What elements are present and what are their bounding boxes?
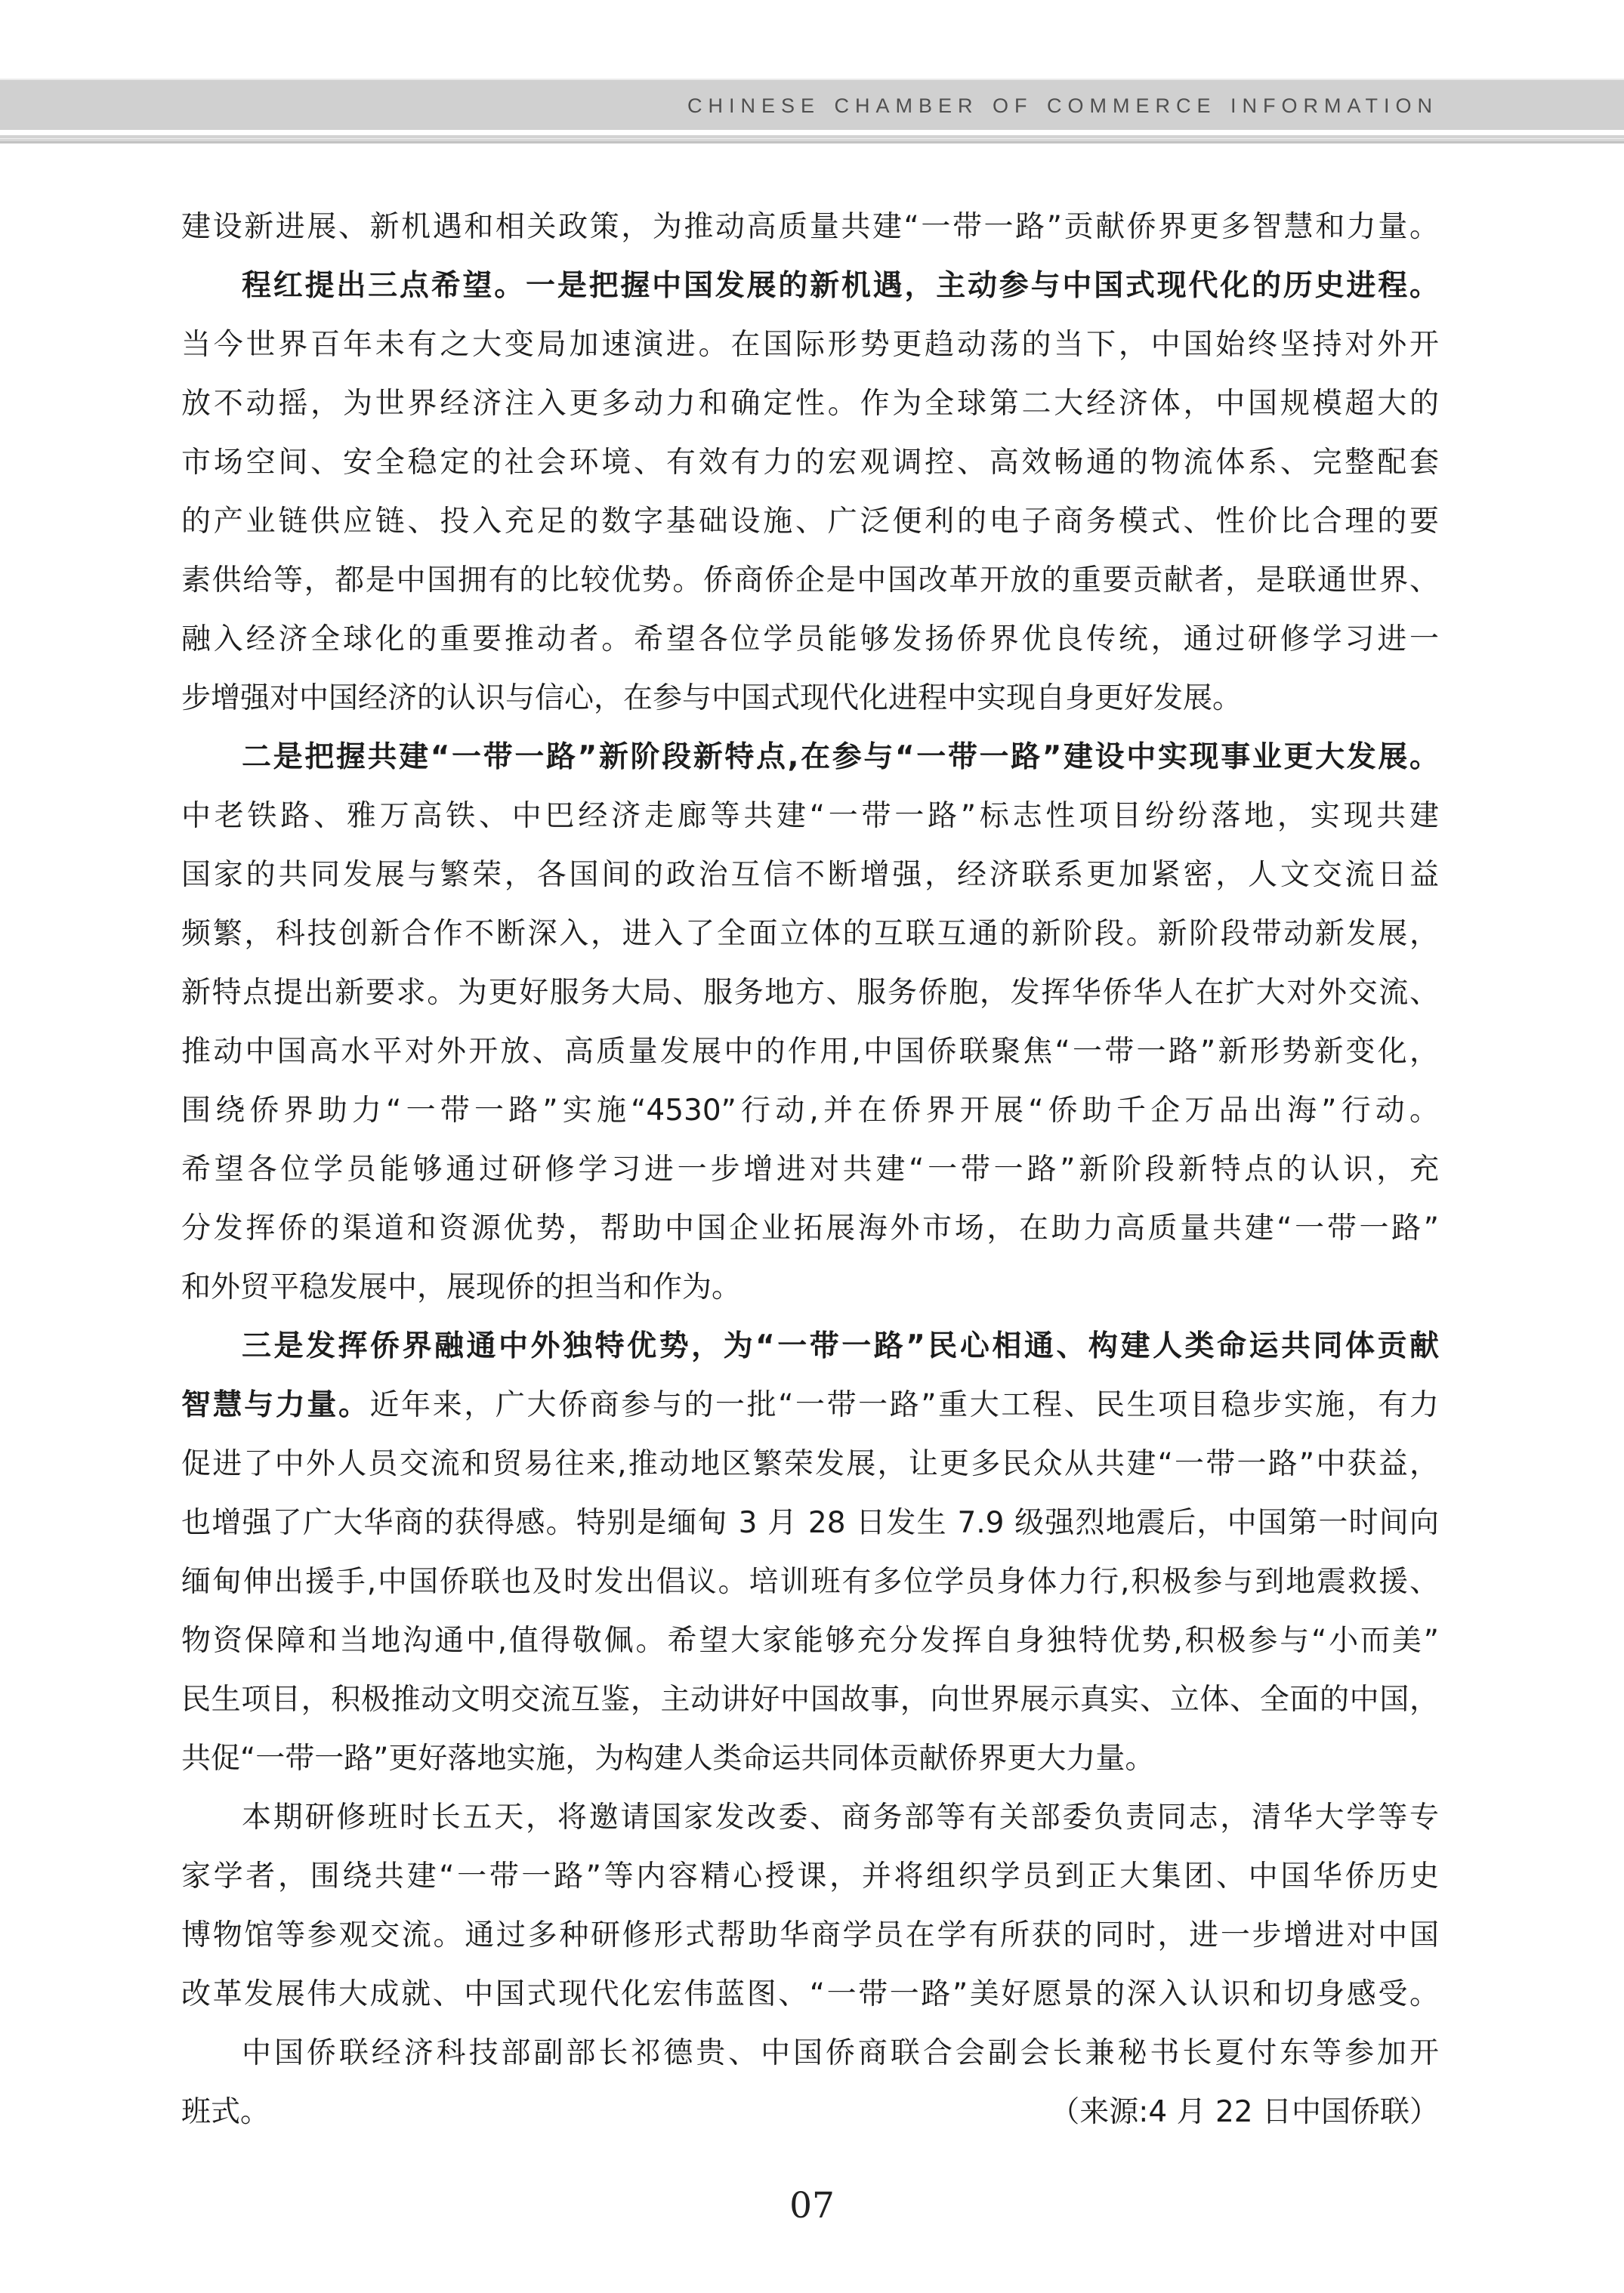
text-line (181, 1730, 1439, 1788)
text-line (181, 1435, 1439, 1494)
text-segment: 改革发展伟大成就、中国式现代化宏伟蓝图、“一带一路”美好愿景的深入认识和切身感受。 (181, 1977, 1439, 2011)
text-segment: 共促“一带一路”更好落地实施，为构建人类命运共同体贡献侨界更大力量。 (181, 1742, 1155, 1776)
text-line (181, 198, 1439, 257)
text-segment: 中国侨联经济科技部副部长祁德贵、中国侨商联合会副会长兼秘书长夏付东等参加开 (242, 2036, 1439, 2070)
text-line (181, 1671, 1439, 1730)
text-segment: 也增强了广大华商的获得感。特别是缅甸 3 月 28 日发生 7.9 级强烈地震后，中国第一时间向 (181, 1506, 1439, 1540)
text-line (181, 1788, 1439, 1847)
text-line (181, 964, 1439, 1023)
text-line (181, 551, 1439, 610)
text-line (181, 434, 1439, 492)
bold-text-segment: 智慧与力量。 (181, 1388, 370, 1422)
text-segment: 分发挥侨的渠道和资源优势，帮助中国企业拓展海外市场，在助力高质量共建“一带一路” (181, 1211, 1439, 1245)
text-line (181, 1376, 1439, 1435)
text-line (181, 1906, 1439, 1965)
header-divider-stripes (0, 135, 1624, 144)
text-segment: 促进了中外人员交流和贸易往来,推动地区繁荣发展，让更多民众从共建“一带一路”中获益， (181, 1447, 1439, 1481)
text-segment: 中老铁路、雅万高铁、中巴经济走廊等共建“一带一路”标志性项目纷纷落地，实现共建 (181, 799, 1439, 833)
text-line (181, 1553, 1439, 1612)
text-segment: 希望各位学员能够通过研修学习进一步增进对共建“一带一路”新阶段新特点的认识，充 (181, 1153, 1439, 1187)
text-line (181, 1317, 1439, 1376)
text-segment: 新特点提出新要求。为更好服务大局、服务地方、服务侨胞，发挥华侨华人在扩大对外交流、 (181, 976, 1439, 1010)
text-line (181, 610, 1439, 669)
text-segment: 和外贸平稳发展中，展现侨的担当和作为。 (181, 1270, 742, 1304)
text-segment: 推动中国高水平对外开放、高质量发展中的作用,中国侨联聚焦“一带一路”新形势新变化， (181, 1035, 1439, 1069)
text-line (181, 1494, 1439, 1553)
body-text (181, 198, 1439, 2142)
text-segment: 频繁，科技创新合作不断深入，进入了全面立体的互联互通的新阶段。新阶段带动新发展， (181, 917, 1439, 951)
text-line (181, 1847, 1439, 1906)
bold-text-segment: 三是发挥侨界融通中外独特优势，为“一带一路”民心相通、构建人类命运共同体贡献 (242, 1329, 1439, 1363)
bold-text-segment: 二是把握共建“一带一路”新阶段新特点,在参与“一带一路”建设中实现事业更大发展。 (242, 740, 1439, 774)
header-band (0, 79, 1624, 130)
text-line (181, 2083, 1439, 2142)
text-line (181, 1612, 1439, 1671)
text-line (181, 1140, 1439, 1199)
text-line (181, 1965, 1439, 2024)
text-segment: 融入经济全球化的重要推动者。希望各位学员能够发扬侨界优良传统，通过研修学习进一 (181, 622, 1439, 656)
paragraph-tail-text: 班式。 (181, 2095, 270, 2129)
text-segment: 素供给等，都是中国拥有的比较优势。侨商侨企是中国改革开放的重要贡献者，是联通世界、 (181, 563, 1439, 597)
text-segment: 本期研修班时长五天，将邀请国家发改委、商务部等有关部委负责同志，清华大学等专 (242, 1801, 1439, 1835)
text-line (181, 2024, 1439, 2083)
text-line (181, 905, 1439, 964)
text-segment: 缅甸伸出援手,中国侨联也及时发出倡议。培训班有多位学员身体力行,积极参与到地震救援、 (181, 1565, 1439, 1599)
text-segment: 民生项目，积极推动文明交流互鉴，主动讲好中国故事，向世界展示真实、立体、全面的中国， (181, 1683, 1439, 1717)
text-line (181, 257, 1439, 316)
source-credit: （来源:4 月 22 日中国侨联） (1050, 2095, 1439, 2129)
text-line (181, 728, 1439, 787)
bold-text-segment: 程红提出三点希望。一是把握中国发展的新机遇，主动参与中国式现代化的历史进程。 (242, 269, 1439, 303)
text-segment: 的产业链供应链、投入充足的数字基础设施、广泛便利的电子商务模式、性价比合理的要 (181, 505, 1439, 539)
text-segment: 市场空间、安全稳定的社会环境、有效有力的宏观调控、高效畅通的物流体系、完整配套 (181, 446, 1439, 480)
text-segment: 家学者，围绕共建“一带一路”等内容精心授课，并将组织学员到正大集团、中国华侨历史 (181, 1859, 1439, 1893)
text-segment: 国家的共同发展与繁荣，各国间的政治互信不断增强，经济联系更加紧密，人文交流日益 (181, 858, 1439, 892)
text-line (181, 1023, 1439, 1082)
text-line (181, 846, 1439, 905)
text-segment: 建设新进展、新机遇和相关政策，为推动高质量共建“一带一路”贡献侨界更多智慧和力量。 (181, 210, 1439, 244)
text-line (181, 1258, 1439, 1317)
text-segment: 放不动摇，为世界经济注入更多动力和确定性。作为全球第二大经济体，中国规模超大的 (181, 387, 1439, 421)
text-line (181, 316, 1439, 375)
text-line (181, 787, 1439, 846)
text-segment: 步增强对中国经济的认识与信心，在参与中国式现代化进程中实现自身更好发展。 (181, 681, 1243, 715)
text-line (181, 375, 1439, 434)
text-segment: 当今世界百年未有之大变局加速演进。在国际形势更趋动荡的当下，中国始终坚持对外开 (181, 328, 1439, 362)
text-line (181, 1082, 1439, 1140)
text-segment: 物资保障和当地沟通中,值得敬佩。希望大家能够充分发挥自身独特优势,积极参与“小而美” (181, 1624, 1439, 1658)
text-segment: 围绕侨界助力“一带一路”实施“4530”行动,并在侨界开展“侨助千企万品出海”行动。 (181, 1094, 1439, 1128)
text-line (181, 669, 1439, 728)
header-title: CHINESE CHAMBER OF COMMERCE INFORMATION (687, 94, 1438, 117)
text-line (181, 492, 1439, 551)
text-segment: 近年来，广大侨商参与的一批“一带一路”重大工程、民生项目稳步实施，有力 (369, 1388, 1439, 1422)
text-segment: 博物馆等参观交流。通过多种研修形式帮助华商学员在学有所获的同时，进一步增进对中国 (181, 1918, 1439, 1952)
page-number: 07 (789, 2185, 835, 2227)
text-line (181, 1199, 1439, 1258)
